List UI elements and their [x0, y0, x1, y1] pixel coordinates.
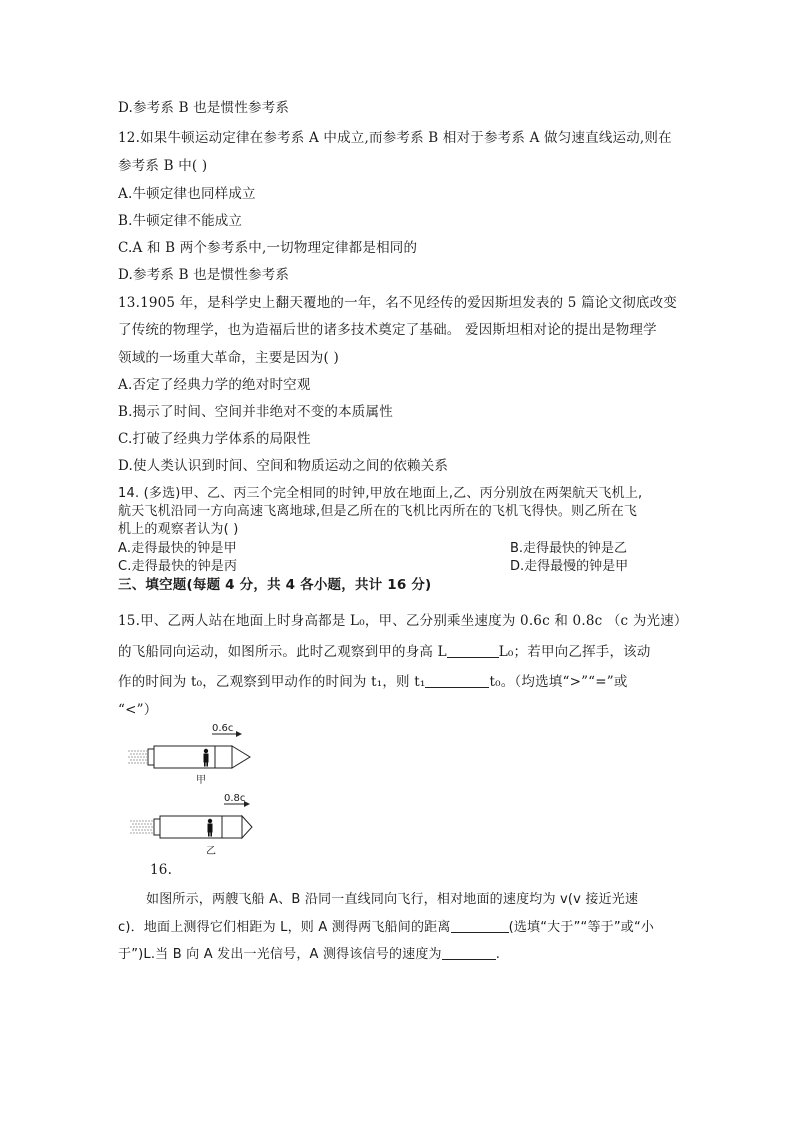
q16-line2-text-b: (选填“大于”“等于”或“小 [508, 920, 655, 935]
rocket-figure-jia [126, 722, 266, 786]
q15-line3-text-b: t₀。（均选填“>”“=”或 [489, 674, 628, 690]
q13-stem-line2: 了传统的物理学，也为造福后世的诸多技术奠定了基础。 爱因斯坦相对论的提出是物理学 [118, 322, 657, 338]
q12-option-b: B.牛顿定律不能成立 [118, 213, 243, 229]
q15-blank-2[interactable] [425, 673, 489, 688]
q14-stem-line3: 机上的观察者认为( ) [118, 522, 239, 537]
q15-line3 [118, 670, 628, 690]
q15-line4: “<”） [118, 702, 158, 718]
q15-line1: 15.甲、乙两人站在地面上时身高都是 L₀，甲、乙分别乘坐速度为 0.6c 和 0.8c （c 为光速） [118, 613, 688, 629]
speed-label-jia: 0.6c [212, 723, 234, 734]
q12-stem-line1: 12.如果牛顿运动定律在参考系 A 中成立,而参考系 B 相对于参考系 A 做匀速直线运动,则在 [118, 130, 672, 146]
q15-line2-text-b: L₀；若甲向乙挥手，该动 [498, 644, 651, 660]
q16-line3-text-a: 于”)L.当 B 向 A 发出一光信号，A 测得该信号的速度为 [118, 947, 442, 962]
q14-option-c: C.走得最快的钟是丙 [118, 559, 238, 574]
q16-blank-2[interactable] [442, 945, 496, 960]
q13-option-a: A.否定了经典力学的绝对时空观 [118, 377, 311, 393]
q13-option-d: D.使人类认识到时间、空间和物质运动之间的依赖关系 [118, 458, 449, 474]
section3-title: 三、填空题(每题 4 分，共 4 各小题，共计 16 分) [118, 577, 432, 593]
rocket-label-jia: 甲 [196, 775, 206, 786]
q15-line2-text-a: 的飞船同向运动，如图所示。此时乙观察到甲的身高 L [118, 644, 447, 660]
q14-option-d: D.走得最慢的钟是甲 [510, 559, 629, 574]
q14-option-b: B.走得最快的钟是乙 [510, 541, 628, 556]
q14-stem-line2: 航天飞机沿同一方向高速飞离地球,但是乙所在的飞机比丙所在的飞机飞得快。则乙所在飞 [118, 504, 638, 519]
q16-blank-1[interactable] [451, 918, 509, 933]
q12-stem-line2: 参考系 B 中( ) [118, 158, 208, 174]
speed-label-yi: 0.8c [224, 793, 246, 804]
q13-stem-line3: 领域的一场重大革命，主要是因为( ) [118, 350, 339, 366]
q13-option-b: B.揭示了时间、空间并非绝对不变的本质属性 [118, 404, 393, 420]
q12-option-a: A.牛顿定律也同样成立 [118, 186, 256, 202]
q13-stem-line1: 13.1905 年，是科学史上翻天覆地的一年，名不见经传的爱因斯坦发表的 5 篇论文彻底改变 [118, 295, 677, 311]
q16-line1: 如图所示，两艘飞船 A、B 沿同一直线同向飞行，相对地面的速度均为 v(v 接近光速 [146, 892, 639, 907]
q16-line2 [118, 916, 654, 935]
q16-line2-text-a: c)．地面上测得它们相距为 L，则 A 测得两飞船间的距离 [118, 920, 451, 935]
q15-line3-text-a: 作的时间为 t₀，乙观察到甲动作的时间为 t₁，则 t₁ [118, 674, 426, 690]
q14-option-a: A.走得最快的钟是甲 [118, 541, 237, 556]
q16-number: 16. [150, 862, 173, 878]
q14-stem-line1: 14. (多选)甲、乙、丙三个完全相同的时钟,甲放在地面上,乙、丙分别放在两架航天飞机上, [118, 486, 643, 501]
rocket-label-yi: 乙 [206, 846, 216, 857]
q15-blank-1[interactable] [447, 643, 499, 658]
q15-line2 [118, 640, 651, 660]
q13-option-c: C.打破了经典力学体系的局限性 [118, 431, 311, 447]
q12-option-c: C.A 和 B 两个参考系中,一切物理定律都是相同的 [118, 240, 418, 256]
q12-option-d: D.参考系 B 也是惯性参考系 [118, 267, 290, 283]
rocket-figure-yi [126, 792, 266, 857]
q11-option-d: D.参考系 B 也是惯性参考系 [118, 100, 290, 116]
q16-line3 [118, 943, 500, 962]
q16-line3-text-b: . [495, 947, 501, 962]
